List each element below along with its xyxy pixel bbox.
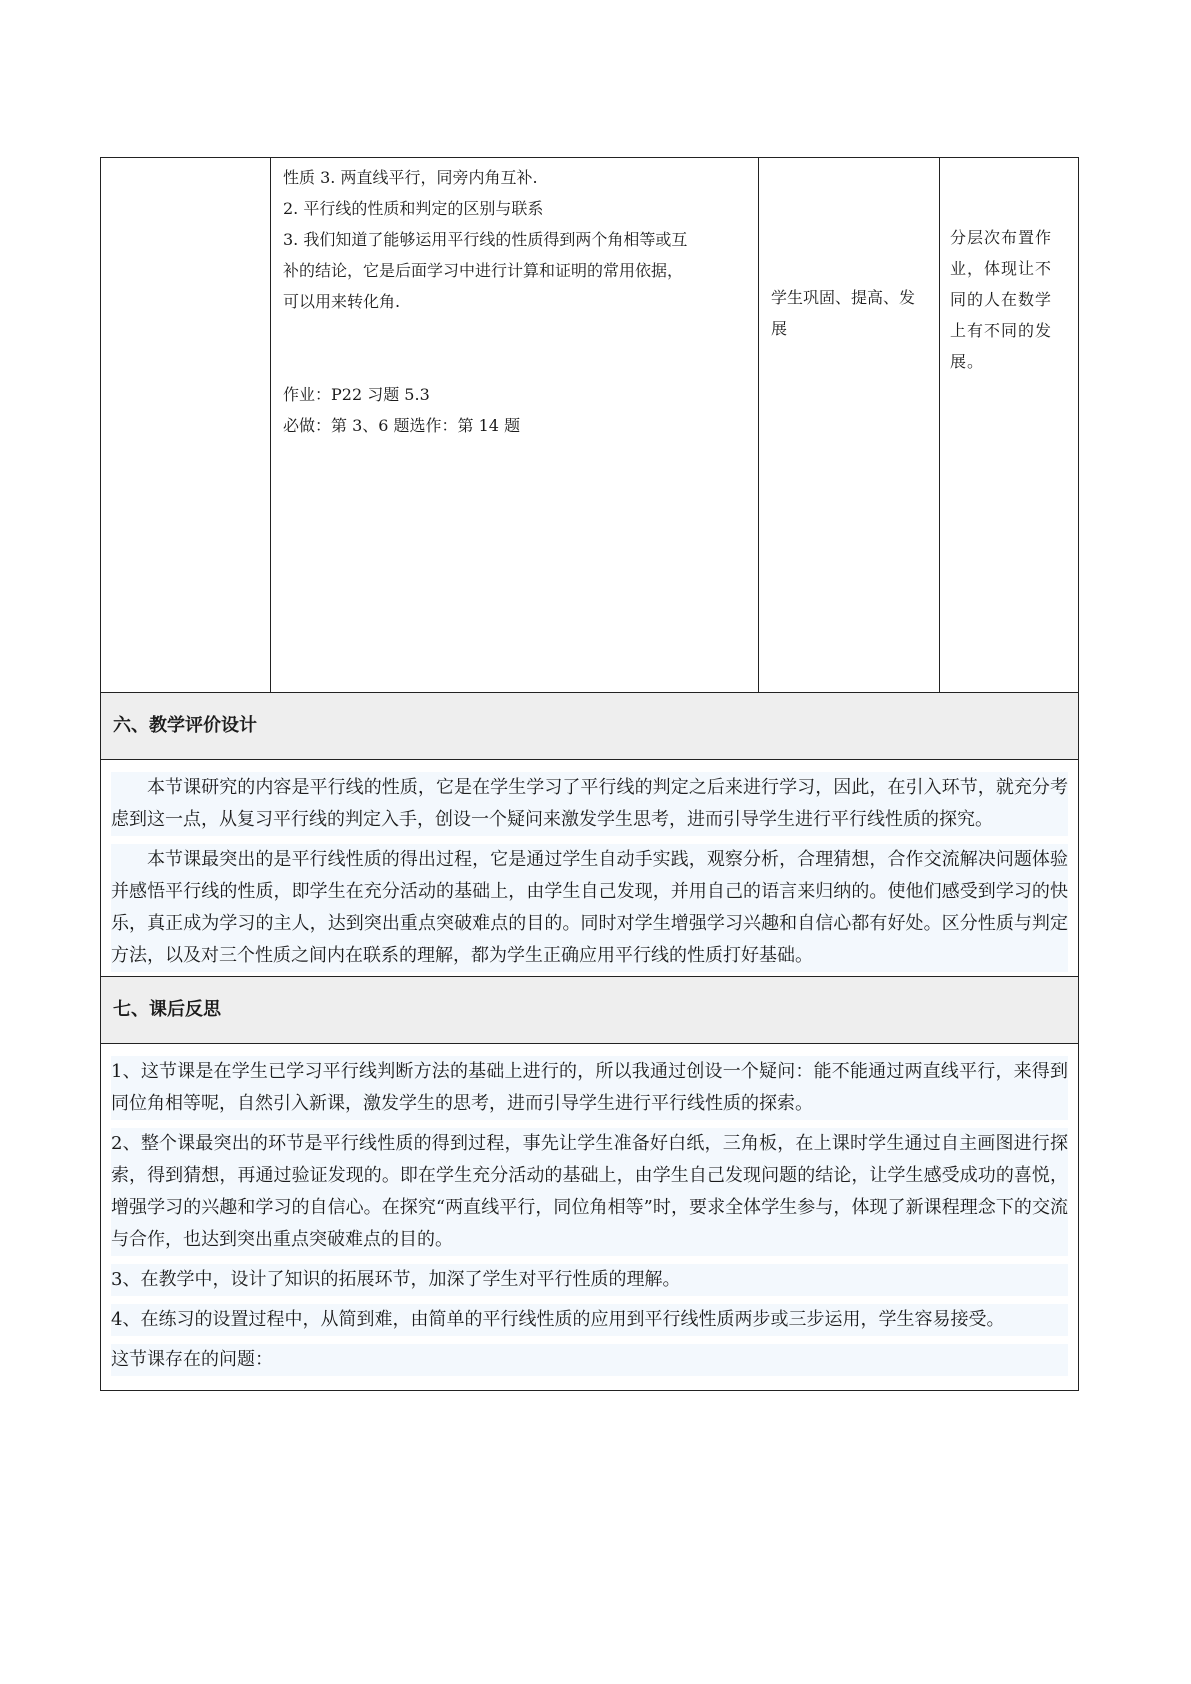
summary-homework-row bbox=[101, 158, 1079, 693]
content-line: 2. 平行线的性质和判定的区别与联系 bbox=[283, 199, 544, 218]
design-intent-text: 分层次布置作业，体现让不同的人在数学上有不同的发展。 bbox=[950, 228, 1053, 371]
section-title: 七、课后反思 bbox=[101, 977, 1078, 1043]
section7-header-row bbox=[101, 977, 1079, 1044]
design-intent-cell bbox=[940, 158, 1079, 693]
paragraph: 2、整个课最突出的环节是平行线性质的得到过程，事先让学生准备好白纸，三角板，在上课时学生通过自主画图进行探索，得到猜想，再通过验证发现的。即在学生充分活动的基础上，由学生自己发现问题的结论，让学生感受成功的喜悦，增强学习的兴趣和学习的自信心。在探究“两直线平行，同位角相等”时，要求全体学生参与，体现了新课程理念下的交流与合作，也达到突出重点突破难点的目的。 bbox=[111, 1128, 1068, 1256]
section6-header-row bbox=[101, 693, 1079, 760]
paragraph: 3、在教学中，设计了知识的拓展环节，加深了学生对平行性质的理解。 bbox=[111, 1264, 1068, 1296]
stage-cell bbox=[101, 158, 271, 693]
page bbox=[100, 157, 1078, 1391]
paragraph: 本节课最突出的是平行线性质的得出过程，它是通过学生自动手实践，观察分析，合理猜想，合作交流解决问题体验并感悟平行线的性质，即学生在充分活动的基础上，由学生自己发现，并用自己的语言来归纳的。使他们感受到学习的快乐，真正成为学习的主人，达到突出重点突破难点的目的。同时对学生增强学习兴趣和自信心都有好处。区分性质与判定方法，以及对三个性质之间内在联系的理解，都为学生正确应用平行线的性质打好基础。 bbox=[111, 844, 1068, 972]
content-line: 补的结论，它是后面学习中进行计算和证明的常用依据， bbox=[283, 261, 684, 280]
student-activity-text: 学生巩固、提高、发展 bbox=[771, 288, 916, 338]
paragraph: 4、在练习的设置过程中，从简到难，由简单的平行线性质的应用到平行线性质两步或三步运用，学生容易接受。 bbox=[111, 1304, 1068, 1336]
homework-line: 作业：P22 习题 5.3 bbox=[283, 385, 430, 404]
homework-line: 必做：第 3、6 题选作：第 14 题 bbox=[283, 416, 521, 435]
content-line: 3. 我们知道了能够运用平行线的性质得到两个角相等或互 bbox=[283, 230, 688, 249]
section-title: 六、教学评价设计 bbox=[101, 693, 1078, 759]
content-line: 性质 3. 两直线平行，同旁内角互补. bbox=[283, 168, 538, 187]
section7-body-row bbox=[101, 1044, 1079, 1391]
teaching-content-cell bbox=[271, 158, 759, 693]
student-activity-cell bbox=[759, 158, 940, 693]
section6-body-row bbox=[101, 760, 1079, 977]
content-line: 可以用来转化角. bbox=[283, 292, 401, 311]
lesson-plan-table bbox=[100, 157, 1079, 1391]
paragraph: 1、这节课是在学生已学习平行线判断方法的基础上进行的，所以我通过创设一个疑问：能不能通过两直线平行，来得到同位角相等呢，自然引入新课，激发学生的思考，进而引导学生进行平行线性质的探索。 bbox=[111, 1056, 1068, 1120]
paragraph: 本节课研究的内容是平行线的性质，它是在学生学习了平行线的判定之后来进行学习，因此，在引入环节，就充分考虑到这一点，从复习平行线的判定入手，创设一个疑问来激发学生思考，进而引导学生进行平行线性质的探究。 bbox=[111, 772, 1068, 836]
paragraph: 这节课存在的问题： bbox=[111, 1344, 1068, 1376]
